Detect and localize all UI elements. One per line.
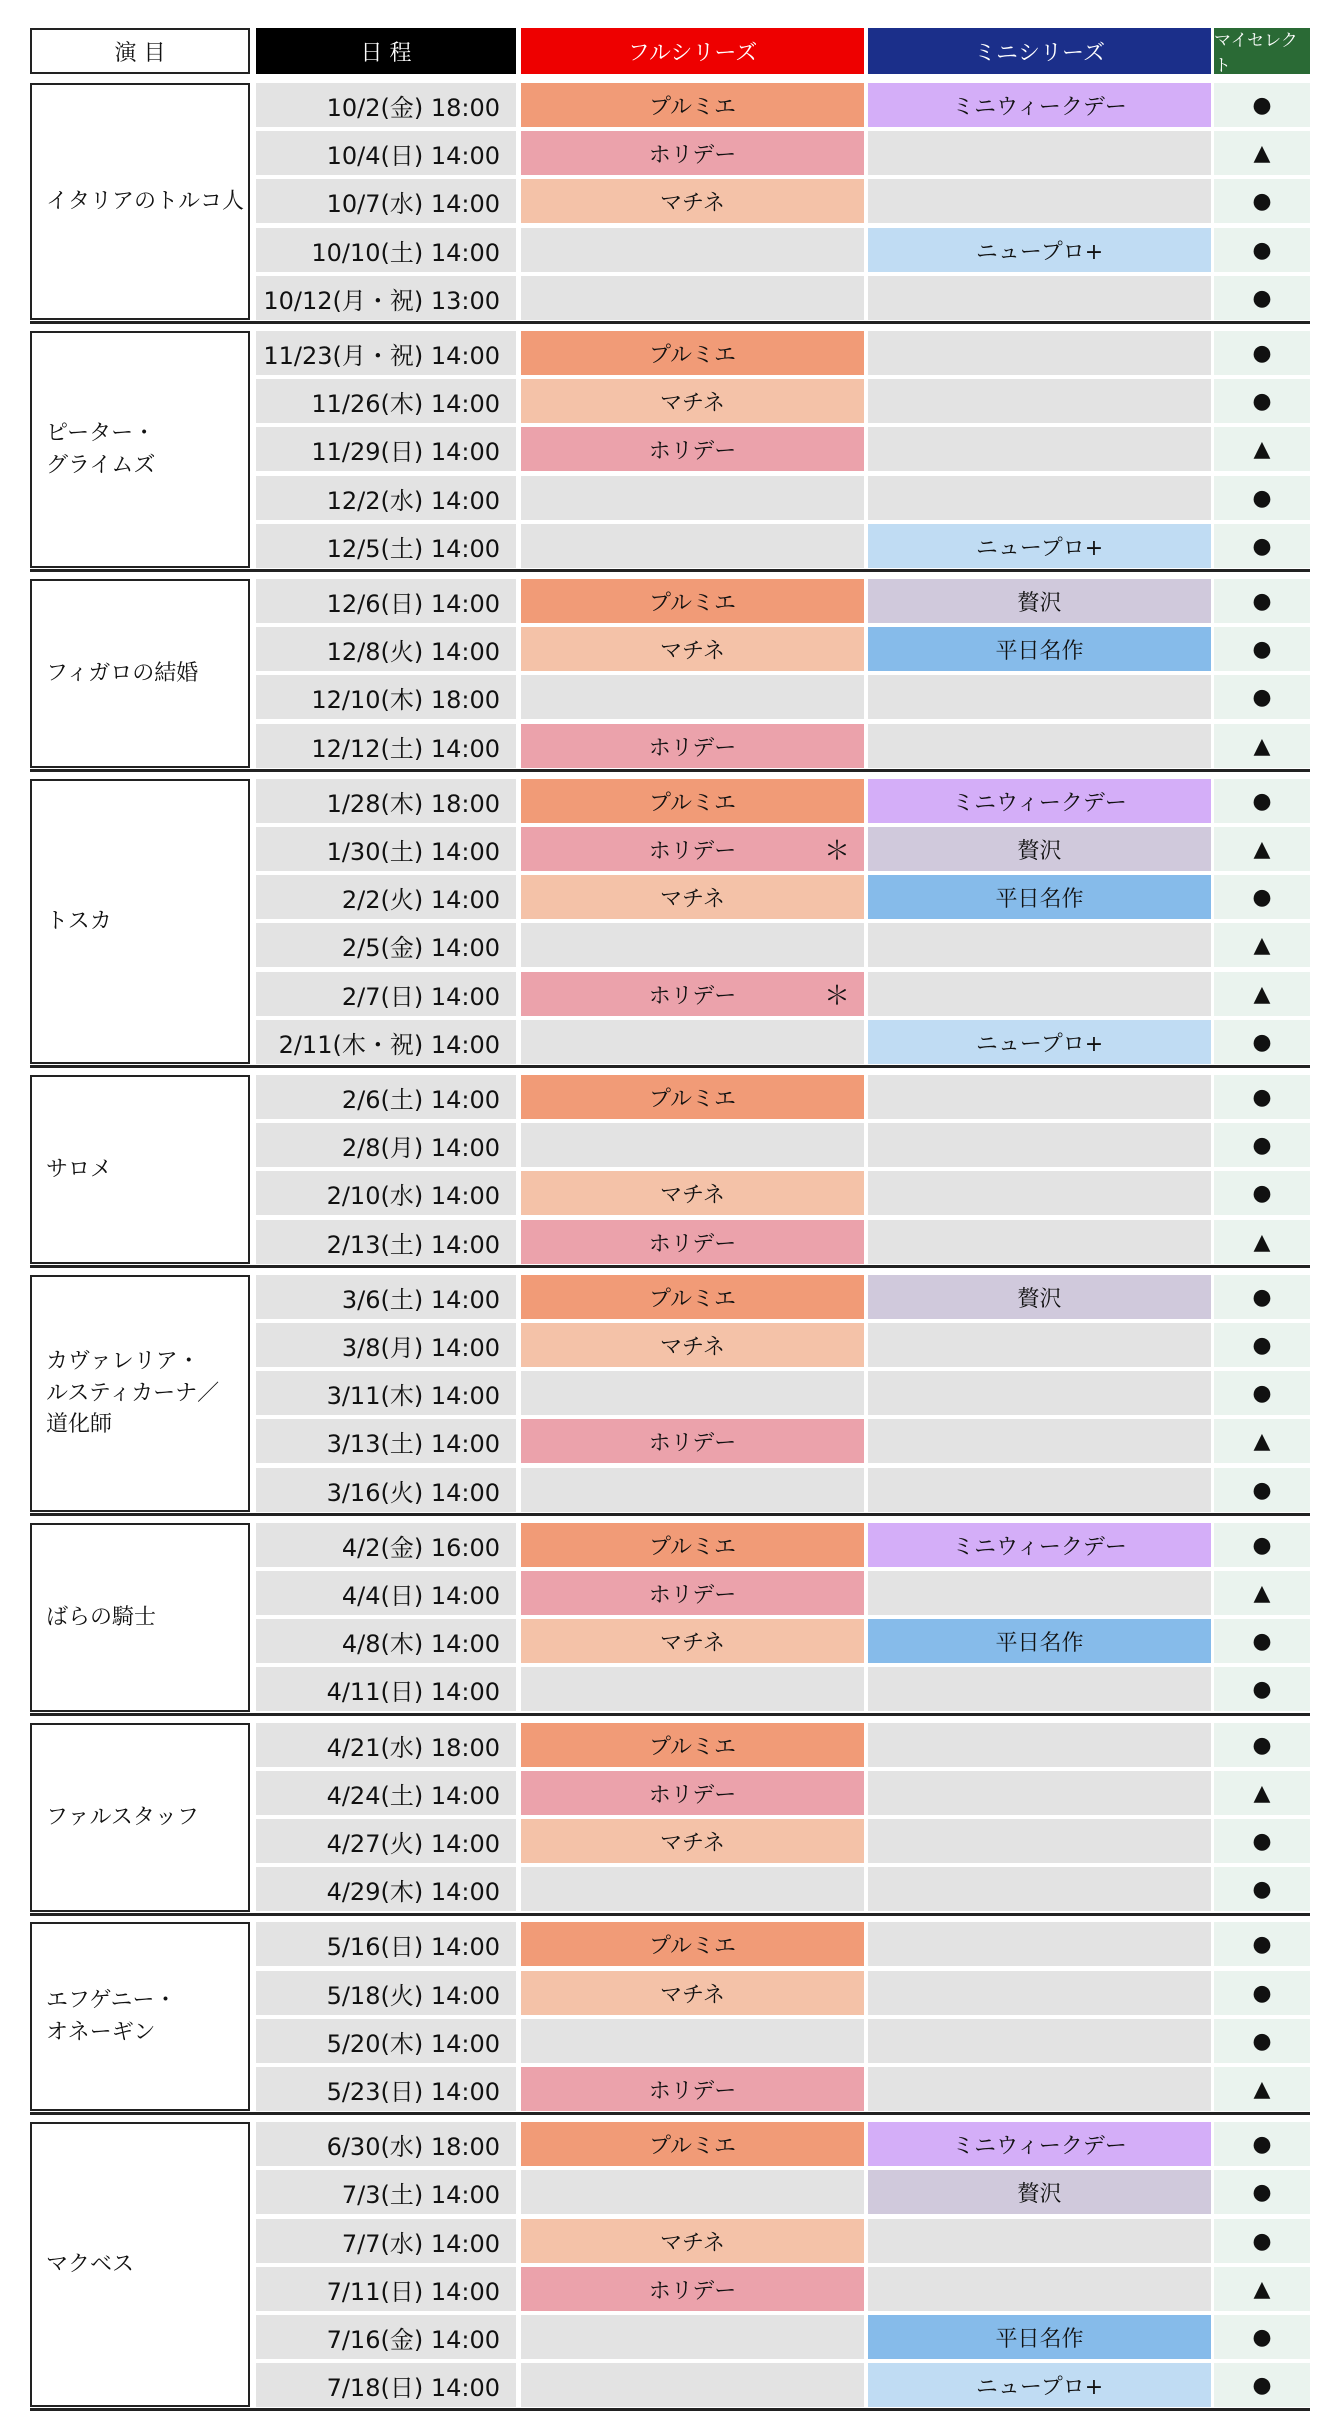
program-title: サロメ [30, 1075, 250, 1264]
mini-series-label: ニュープロ+ [975, 2374, 1104, 2400]
mini-series-label: 贅沢 [1017, 590, 1062, 616]
circle-icon: ● [1214, 2363, 1310, 2407]
date-cell: 4/8(木) 14:00 [256, 1619, 516, 1663]
date-cell: 5/20(木) 14:00 [256, 2019, 516, 2063]
mini-series-cell [868, 2067, 1211, 2111]
date-cell: 3/13(土) 14:00 [256, 1419, 516, 1463]
full-series-cell [521, 1075, 864, 1119]
full-series-cell [521, 2067, 864, 2111]
date-cell: 12/10(木) 18:00 [256, 675, 516, 719]
triangle-icon: ▲ [1214, 1220, 1310, 1264]
date-cell: 2/10(水) 14:00 [256, 1171, 516, 1215]
date-cell: 10/7(水) 14:00 [256, 179, 516, 223]
date-cell: 2/13(土) 14:00 [256, 1220, 516, 1264]
date-cell: 12/6(日) 14:00 [256, 579, 516, 623]
circle-icon: ● [1214, 1619, 1310, 1663]
circle-icon: ● [1214, 2122, 1310, 2166]
date-cell: 3/8(月) 14:00 [256, 1323, 516, 1367]
date-cell: 10/4(日) 14:00 [256, 131, 516, 175]
date-cell: 12/12(土) 14:00 [256, 724, 516, 768]
program-title: マクベス [30, 2122, 250, 2407]
full-series-cell [521, 1468, 864, 1512]
full-series-label: プルミエ [648, 94, 737, 120]
full-series-cell [521, 228, 864, 272]
triangle-icon: ▲ [1214, 923, 1310, 967]
full-series-label: ホリデー [648, 838, 737, 864]
mini-series-label: 贅沢 [1017, 1286, 1062, 1312]
mini-series-label: ニュープロ+ [975, 535, 1104, 561]
date-cell: 7/18(日) 14:00 [256, 2363, 516, 2407]
date-cell: 2/5(金) 14:00 [256, 923, 516, 967]
circle-icon: ● [1214, 875, 1310, 919]
full-series-label: マチネ [659, 1982, 726, 2008]
mini-series-cell [868, 1523, 1211, 1567]
mini-series-cell [868, 627, 1211, 671]
date-cell: 3/6(土) 14:00 [256, 1275, 516, 1319]
mini-series-cell [868, 875, 1211, 919]
group-divider [30, 321, 1310, 324]
full-series-label: マチネ [659, 1830, 726, 1856]
date-cell: 6/30(水) 18:00 [256, 2122, 516, 2166]
full-series-cell [521, 2267, 864, 2311]
date-cell: 4/11(日) 14:00 [256, 1667, 516, 1711]
mini-series-cell [868, 2170, 1211, 2214]
circle-icon: ● [1214, 331, 1310, 375]
full-series-label: ホリデー [648, 2278, 737, 2304]
circle-icon: ● [1214, 1971, 1310, 2015]
mini-series-cell [868, 579, 1211, 623]
full-series-cell [521, 1922, 864, 1966]
mini-series-cell [868, 2363, 1211, 2407]
triangle-icon: ▲ [1214, 1571, 1310, 1615]
date-cell: 4/4(日) 14:00 [256, 1571, 516, 1615]
full-series-cell [521, 331, 864, 375]
program-title: イタリアのトルコ人 [30, 83, 250, 320]
full-series-label: マチネ [659, 1630, 726, 1656]
full-series-cell [521, 1123, 864, 1167]
mini-series-cell [868, 2267, 1211, 2311]
full-series-cell [521, 1819, 864, 1863]
circle-icon: ● [1214, 627, 1310, 671]
triangle-icon: ▲ [1214, 1419, 1310, 1463]
group-divider [30, 1065, 1310, 1068]
mini-series-cell [868, 2219, 1211, 2263]
date-cell: 2/6(土) 14:00 [256, 1075, 516, 1119]
date-cell: 12/2(水) 14:00 [256, 476, 516, 520]
full-series-cell [521, 1220, 864, 1264]
date-cell: 3/16(火) 14:00 [256, 1468, 516, 1512]
mini-series-cell [868, 1571, 1211, 1615]
circle-icon: ● [1214, 2315, 1310, 2359]
mini-series-label: 平日名作 [995, 1630, 1084, 1656]
full-series-cell [521, 875, 864, 919]
full-series-label: プルミエ [648, 1086, 737, 1112]
full-series-cell [521, 2019, 864, 2063]
mini-series-label: 平日名作 [995, 2326, 1084, 2352]
mini-series-cell [868, 1867, 1211, 1911]
date-cell: 7/16(金) 14:00 [256, 2315, 516, 2359]
mini-series-cell [868, 827, 1211, 871]
full-series-label: プルミエ [648, 1534, 737, 1560]
mini-series-label: 平日名作 [995, 886, 1084, 912]
mini-series-cell [868, 1771, 1211, 1815]
full-series-label: マチネ [659, 190, 726, 216]
date-cell: 7/11(日) 14:00 [256, 2267, 516, 2311]
full-series-label: マチネ [659, 390, 726, 416]
date-cell: 12/5(土) 14:00 [256, 524, 516, 568]
full-series-cell [521, 1371, 864, 1415]
date-cell: 3/11(木) 14:00 [256, 1371, 516, 1415]
header-my-select: マイセレクト [1214, 28, 1310, 74]
mini-series-label: ニュープロ+ [975, 239, 1104, 265]
full-series-cell [521, 2315, 864, 2359]
full-series-cell [521, 2219, 864, 2263]
circle-icon: ● [1214, 779, 1310, 823]
asterisk-mark: ＊ [823, 836, 850, 867]
mini-series-cell [868, 276, 1211, 320]
circle-icon: ● [1214, 1723, 1310, 1767]
header-mini-series: ミニシリーズ [868, 28, 1211, 74]
date-cell: 4/29(木) 14:00 [256, 1867, 516, 1911]
triangle-icon: ▲ [1214, 724, 1310, 768]
full-series-cell [521, 276, 864, 320]
triangle-icon: ▲ [1214, 827, 1310, 871]
circle-icon: ● [1214, 1667, 1310, 1711]
mini-series-cell [868, 131, 1211, 175]
full-series-cell [521, 1020, 864, 1064]
mini-series-cell [868, 2122, 1211, 2166]
full-series-cell [521, 1275, 864, 1319]
date-cell: 4/21(水) 18:00 [256, 1723, 516, 1767]
date-cell: 11/23(月・祝) 14:00 [256, 331, 516, 375]
circle-icon: ● [1214, 1323, 1310, 1367]
full-series-cell [521, 675, 864, 719]
mini-series-label: ミニウィークデー [952, 2133, 1127, 2159]
circle-icon: ● [1214, 379, 1310, 423]
full-series-cell [521, 779, 864, 823]
program-title: ファルスタッフ [30, 1723, 250, 1912]
date-cell: 4/2(金) 16:00 [256, 1523, 516, 1567]
circle-icon: ● [1214, 2019, 1310, 2063]
mini-series-cell [868, 427, 1211, 471]
full-series-label: プルミエ [648, 1286, 737, 1312]
program-title: エフゲニー・ オネーギン [30, 1922, 250, 2111]
full-series-cell [521, 1171, 864, 1215]
group-divider [30, 1713, 1310, 1716]
full-series-label: プルミエ [648, 790, 737, 816]
date-cell: 2/7(日) 14:00 [256, 972, 516, 1016]
program-title: ピーター・ グライムズ [30, 331, 250, 568]
circle-icon: ● [1214, 524, 1310, 568]
full-series-cell [521, 1323, 864, 1367]
mini-series-cell [868, 972, 1211, 1016]
mini-series-cell [868, 379, 1211, 423]
full-series-cell [521, 379, 864, 423]
circle-icon: ● [1214, 1275, 1310, 1319]
full-series-cell [521, 524, 864, 568]
circle-icon: ● [1214, 83, 1310, 127]
group-divider [30, 1513, 1310, 1516]
triangle-icon: ▲ [1214, 2267, 1310, 2311]
full-series-cell [521, 1619, 864, 1663]
group-divider [30, 769, 1310, 772]
mini-series-cell [868, 2019, 1211, 2063]
header-full-series: フルシリーズ [521, 28, 864, 74]
full-series-cell [521, 827, 864, 871]
mini-series-label: 平日名作 [995, 638, 1084, 664]
triangle-icon: ▲ [1214, 972, 1310, 1016]
full-series-label: マチネ [659, 1182, 726, 1208]
full-series-label: プルミエ [648, 342, 737, 368]
date-cell: 12/8(火) 14:00 [256, 627, 516, 671]
triangle-icon: ▲ [1214, 1771, 1310, 1815]
date-cell: 4/27(火) 14:00 [256, 1819, 516, 1863]
full-series-cell [521, 1867, 864, 1911]
group-divider [30, 2112, 1310, 2115]
mini-series-cell [868, 1971, 1211, 2015]
full-series-label: プルミエ [648, 1933, 737, 1959]
circle-icon: ● [1214, 1523, 1310, 1567]
full-series-cell [521, 1523, 864, 1567]
date-cell: 2/11(木・祝) 14:00 [256, 1020, 516, 1064]
full-series-label: ホリデー [648, 142, 737, 168]
full-series-cell [521, 179, 864, 223]
full-series-cell [521, 131, 864, 175]
full-series-label: マチネ [659, 886, 726, 912]
mini-series-label: ニュープロ+ [975, 1031, 1104, 1057]
mini-series-label: 贅沢 [1017, 2181, 1062, 2207]
mini-series-cell [868, 524, 1211, 568]
mini-series-cell [868, 1723, 1211, 1767]
date-cell: 5/18(火) 14:00 [256, 1971, 516, 2015]
circle-icon: ● [1214, 1123, 1310, 1167]
full-series-cell [521, 2170, 864, 2214]
circle-icon: ● [1214, 1867, 1310, 1911]
full-series-label: プルミエ [648, 590, 737, 616]
mini-series-cell [868, 228, 1211, 272]
mini-series-cell [868, 1275, 1211, 1319]
circle-icon: ● [1214, 476, 1310, 520]
mini-series-cell [868, 1323, 1211, 1367]
date-cell: 7/3(土) 14:00 [256, 2170, 516, 2214]
circle-icon: ● [1214, 1075, 1310, 1119]
mini-series-cell [868, 1075, 1211, 1119]
group-divider [30, 569, 1310, 572]
mini-series-cell [868, 724, 1211, 768]
full-series-label: マチネ [659, 1334, 726, 1360]
mini-series-label: ミニウィークデー [952, 1534, 1127, 1560]
mini-series-cell [868, 1020, 1211, 1064]
full-series-cell [521, 1723, 864, 1767]
full-series-label: マチネ [659, 2230, 726, 2256]
full-series-label: ホリデー [648, 1582, 737, 1608]
full-series-label: ホリデー [648, 2078, 737, 2104]
mini-series-cell [868, 1220, 1211, 1264]
full-series-cell [521, 427, 864, 471]
full-series-label: プルミエ [648, 1734, 737, 1760]
circle-icon: ● [1214, 1468, 1310, 1512]
date-cell: 7/7(水) 14:00 [256, 2219, 516, 2263]
mini-series-cell [868, 1922, 1211, 1966]
mini-series-cell [868, 1468, 1211, 1512]
header-title: 演 目 [30, 28, 250, 74]
date-cell: 4/24(土) 14:00 [256, 1771, 516, 1815]
full-series-label: ホリデー [648, 1430, 737, 1456]
circle-icon: ● [1214, 1922, 1310, 1966]
mini-series-label: 贅沢 [1017, 838, 1062, 864]
mini-series-cell [868, 675, 1211, 719]
date-cell: 1/28(木) 18:00 [256, 779, 516, 823]
full-series-label: ホリデー [648, 983, 737, 1009]
full-series-cell [521, 724, 864, 768]
circle-icon: ● [1214, 2170, 1310, 2214]
triangle-icon: ▲ [1214, 2067, 1310, 2111]
full-series-cell [521, 1571, 864, 1615]
mini-series-cell [868, 779, 1211, 823]
circle-icon: ● [1214, 276, 1310, 320]
mini-series-label: ミニウィークデー [952, 790, 1127, 816]
full-series-cell [521, 83, 864, 127]
triangle-icon: ▲ [1214, 427, 1310, 471]
full-series-cell [521, 923, 864, 967]
mini-series-cell [868, 1619, 1211, 1663]
header-date: 日 程 [256, 28, 516, 74]
circle-icon: ● [1214, 179, 1310, 223]
program-title: カヴァレリア・ ルスティカーナ／ 道化師 [30, 1275, 250, 1512]
full-series-cell [521, 1667, 864, 1711]
mini-series-cell [868, 1123, 1211, 1167]
full-series-label: プルミエ [648, 2133, 737, 2159]
date-cell: 10/10(土) 14:00 [256, 228, 516, 272]
program-title: トスカ [30, 779, 250, 1064]
circle-icon: ● [1214, 579, 1310, 623]
date-cell: 11/26(木) 14:00 [256, 379, 516, 423]
circle-icon: ● [1214, 228, 1310, 272]
circle-icon: ● [1214, 1819, 1310, 1863]
full-series-label: マチネ [659, 638, 726, 664]
group-divider [30, 1913, 1310, 1916]
mini-series-cell [868, 1371, 1211, 1415]
triangle-icon: ▲ [1214, 131, 1310, 175]
mini-series-cell [868, 1419, 1211, 1463]
date-cell: 10/12(月・祝) 13:00 [256, 276, 516, 320]
mini-series-label: ミニウィークデー [952, 94, 1127, 120]
full-series-cell [521, 579, 864, 623]
mini-series-cell [868, 331, 1211, 375]
date-cell: 11/29(日) 14:00 [256, 427, 516, 471]
full-series-cell [521, 972, 864, 1016]
mini-series-cell [868, 1667, 1211, 1711]
circle-icon: ● [1214, 1171, 1310, 1215]
mini-series-cell [868, 923, 1211, 967]
date-cell: 1/30(土) 14:00 [256, 827, 516, 871]
full-series-label: ホリデー [648, 735, 737, 761]
date-cell: 5/16(日) 14:00 [256, 1922, 516, 1966]
full-series-label: ホリデー [648, 438, 737, 464]
asterisk-mark: ＊ [823, 981, 850, 1012]
program-title: ばらの騎士 [30, 1523, 250, 1712]
full-series-cell [521, 1771, 864, 1815]
full-series-cell [521, 476, 864, 520]
program-title: フィガロの結婚 [30, 579, 250, 768]
circle-icon: ● [1214, 675, 1310, 719]
circle-icon: ● [1214, 1371, 1310, 1415]
mini-series-cell [868, 83, 1211, 127]
full-series-cell [521, 1971, 864, 2015]
date-cell: 5/23(日) 14:00 [256, 2067, 516, 2111]
full-series-cell [521, 627, 864, 671]
full-series-cell [521, 2363, 864, 2407]
group-divider [30, 2408, 1310, 2411]
date-cell: 10/2(金) 18:00 [256, 83, 516, 127]
mini-series-cell [868, 179, 1211, 223]
date-cell: 2/2(火) 14:00 [256, 875, 516, 919]
full-series-cell [521, 2122, 864, 2166]
full-series-label: ホリデー [648, 1782, 737, 1808]
mini-series-cell [868, 2315, 1211, 2359]
full-series-label: ホリデー [648, 1231, 737, 1257]
circle-icon: ● [1214, 2219, 1310, 2263]
date-cell: 2/8(月) 14:00 [256, 1123, 516, 1167]
circle-icon: ● [1214, 1020, 1310, 1064]
mini-series-cell [868, 476, 1211, 520]
full-series-cell [521, 1419, 864, 1463]
mini-series-cell [868, 1171, 1211, 1215]
group-divider [30, 1265, 1310, 1268]
mini-series-cell [868, 1819, 1211, 1863]
